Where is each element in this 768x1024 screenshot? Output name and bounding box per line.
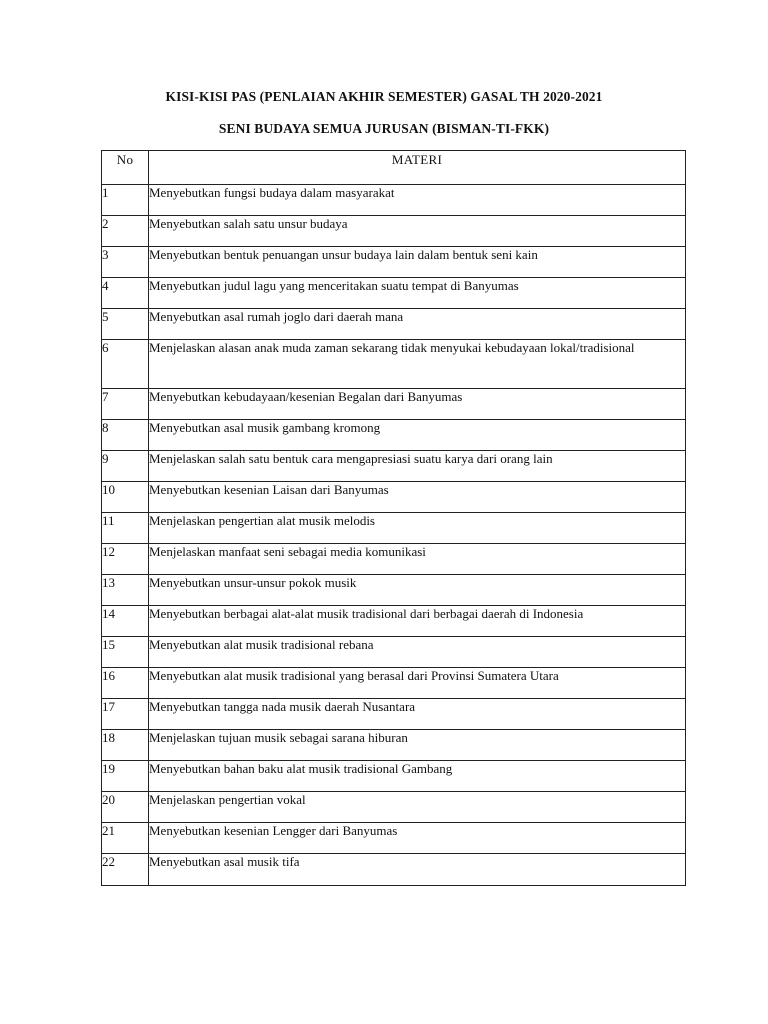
row-number: 2 (102, 216, 149, 247)
document-subtitle: SENI BUDAYA SEMUA JURUSAN (BISMAN-TI-FKK) (218, 121, 550, 136)
row-number: 22 (102, 854, 149, 886)
row-number: 6 (102, 340, 149, 389)
row-number: 11 (102, 513, 149, 544)
row-number: 12 (102, 544, 149, 575)
table-row (102, 340, 686, 389)
row-number: 5 (102, 309, 149, 340)
row-number: 21 (102, 823, 149, 854)
table-header-row (102, 151, 686, 185)
row-materi: Menyebutkan alat musik tradisional rebana (149, 637, 686, 668)
header-materi: MATERI (149, 151, 686, 185)
table-row (102, 668, 686, 699)
row-materi: Menyebutkan fungsi budaya dalam masyarakat (149, 185, 686, 216)
table-row (102, 185, 686, 216)
row-materi: Menyebutkan asal musik tifa (149, 854, 686, 886)
header-no: No (102, 151, 149, 185)
row-materi: Menyebutkan bahan baku alat musik tradisional Gambang (149, 761, 686, 792)
row-materi: Menyebutkan kesenian Lengger dari Banyumas (149, 823, 686, 854)
row-number: 14 (102, 606, 149, 637)
table-row (102, 420, 686, 451)
table-row (102, 216, 686, 247)
row-materi: Menjelaskan salah satu bentuk cara mengapresiasi suatu karya dari orang lain (149, 451, 686, 482)
table-row (102, 575, 686, 606)
row-materi: Menyebutkan asal musik gambang kromong (149, 420, 686, 451)
row-materi: Menjelaskan alasan anak muda zaman sekarang tidak menyukai kebudayaan lokal/tradisional (149, 340, 686, 389)
row-materi: Menyebutkan asal rumah joglo dari daerah mana (149, 309, 686, 340)
row-number: 17 (102, 699, 149, 730)
table-row (102, 451, 686, 482)
table-row (102, 761, 686, 792)
row-materi: Menyebutkan salah satu unsur budaya (149, 216, 686, 247)
row-number: 3 (102, 247, 149, 278)
row-materi: Menyebutkan kesenian Laisan dari Banyumas (149, 482, 686, 513)
row-materi: Menyebutkan berbagai alat-alat musik tradisional dari berbagai daerah di Indonesia (149, 606, 686, 637)
row-number: 9 (102, 451, 149, 482)
table-row (102, 637, 686, 668)
materi-table (101, 150, 686, 886)
row-number: 7 (102, 389, 149, 420)
table-row (102, 699, 686, 730)
row-number: 4 (102, 278, 149, 309)
table-row (102, 730, 686, 761)
row-number: 13 (102, 575, 149, 606)
table-row (102, 792, 686, 823)
row-materi: Menyebutkan unsur-unsur pokok musik (149, 575, 686, 606)
row-materi: Menjelaskan tujuan musik sebagai sarana hiburan (149, 730, 686, 761)
row-materi: Menjelaskan pengertian vokal (149, 792, 686, 823)
row-materi: Menyebutkan judul lagu yang menceritakan suatu tempat di Banyumas (149, 278, 686, 309)
row-number: 20 (102, 792, 149, 823)
row-materi: Menyebutkan kebudayaan/kesenian Begalan dari Banyumas (149, 389, 686, 420)
row-materi: Menyebutkan bentuk penuangan unsur budaya lain dalam bentuk seni kain (149, 247, 686, 278)
row-materi: Menyebutkan tangga nada musik daerah Nusantara (149, 699, 686, 730)
row-number: 18 (102, 730, 149, 761)
table-row (102, 606, 686, 637)
table-row (102, 482, 686, 513)
table-row (102, 278, 686, 309)
row-number: 1 (102, 185, 149, 216)
row-materi: Menyebutkan alat musik tradisional yang berasal dari Provinsi Sumatera Utara (149, 668, 686, 699)
row-materi: Menjelaskan manfaat seni sebagai media komunikasi (149, 544, 686, 575)
table-row (102, 389, 686, 420)
table-row (102, 854, 686, 886)
table-row (102, 247, 686, 278)
row-number: 8 (102, 420, 149, 451)
row-number: 15 (102, 637, 149, 668)
row-number: 10 (102, 482, 149, 513)
row-materi: Menjelaskan pengertian alat musik melodis (149, 513, 686, 544)
table-row (102, 823, 686, 854)
table-row (102, 309, 686, 340)
row-number: 16 (102, 668, 149, 699)
document-title: KISI-KISI PAS (PENLAIAN AKHIR SEMESTER) GASAL TH 2020-2021 (165, 89, 603, 104)
table-row (102, 544, 686, 575)
table-row (102, 513, 686, 544)
row-number: 19 (102, 761, 149, 792)
